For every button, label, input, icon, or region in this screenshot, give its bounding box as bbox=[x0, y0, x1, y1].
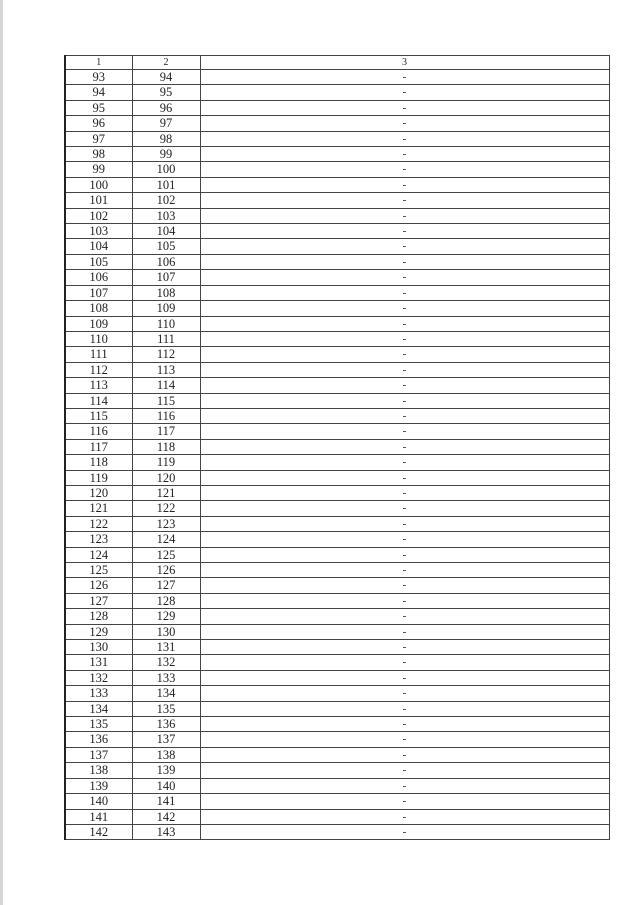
table-row bbox=[65, 809, 609, 824]
cell-col2: 97 bbox=[132, 116, 200, 131]
table-row bbox=[65, 624, 609, 639]
cell-col2: 113 bbox=[132, 362, 200, 377]
table-row bbox=[65, 239, 609, 254]
cell-col1: 115 bbox=[65, 408, 132, 423]
cell-col2: 142 bbox=[132, 809, 200, 824]
cell-col1: 126 bbox=[65, 578, 132, 593]
cell-col3: - bbox=[200, 485, 609, 500]
table-row bbox=[65, 717, 609, 732]
cell-col3: - bbox=[200, 655, 609, 670]
cell-col1: 130 bbox=[65, 640, 132, 655]
cell-col1: 107 bbox=[65, 285, 132, 300]
table-row bbox=[65, 732, 609, 747]
table-row bbox=[65, 516, 609, 531]
cell-col1: 104 bbox=[65, 239, 132, 254]
cell-col2: 94 bbox=[132, 70, 200, 85]
cell-col2: 137 bbox=[132, 732, 200, 747]
header-cell-col1: 1 bbox=[65, 56, 132, 70]
table-row bbox=[65, 670, 609, 685]
table-row bbox=[65, 424, 609, 439]
table-row bbox=[65, 162, 609, 177]
cell-col2: 129 bbox=[132, 609, 200, 624]
table-row bbox=[65, 794, 609, 809]
cell-col1: 116 bbox=[65, 424, 132, 439]
table-row bbox=[65, 532, 609, 547]
cell-col2: 123 bbox=[132, 516, 200, 531]
table-row bbox=[65, 655, 609, 670]
table-row bbox=[65, 177, 609, 192]
cell-col3: - bbox=[200, 547, 609, 562]
table-row bbox=[65, 100, 609, 115]
cell-col2: 122 bbox=[132, 501, 200, 516]
cell-col3: - bbox=[200, 778, 609, 793]
cell-col3: - bbox=[200, 747, 609, 762]
cell-col1: 106 bbox=[65, 270, 132, 285]
cell-col2: 132 bbox=[132, 655, 200, 670]
cell-col1: 108 bbox=[65, 301, 132, 316]
cell-col3: - bbox=[200, 301, 609, 316]
cell-col1: 128 bbox=[65, 609, 132, 624]
table-row bbox=[65, 285, 609, 300]
table-row bbox=[65, 270, 609, 285]
cell-col3: - bbox=[200, 147, 609, 162]
cell-col2: 130 bbox=[132, 624, 200, 639]
cell-col1: 122 bbox=[65, 516, 132, 531]
table-row bbox=[65, 763, 609, 778]
cell-col3: - bbox=[200, 439, 609, 454]
page-edge-shadow bbox=[0, 0, 3, 905]
header-row bbox=[65, 56, 609, 70]
cell-col2: 103 bbox=[132, 208, 200, 223]
cell-col3: - bbox=[200, 455, 609, 470]
table-row bbox=[65, 578, 609, 593]
cell-col2: 117 bbox=[132, 424, 200, 439]
table-row bbox=[65, 701, 609, 716]
cell-col1: 97 bbox=[65, 131, 132, 146]
cell-col2: 125 bbox=[132, 547, 200, 562]
cell-col3: - bbox=[200, 424, 609, 439]
table-row bbox=[65, 778, 609, 793]
cell-col2: 118 bbox=[132, 439, 200, 454]
cell-col3: - bbox=[200, 331, 609, 346]
cell-col1: 140 bbox=[65, 794, 132, 809]
cell-col2: 98 bbox=[132, 131, 200, 146]
cell-col3: - bbox=[200, 563, 609, 578]
cell-col1: 93 bbox=[65, 70, 132, 85]
cell-col1: 117 bbox=[65, 439, 132, 454]
cell-col2: 133 bbox=[132, 670, 200, 685]
table-row bbox=[65, 439, 609, 454]
cell-col3: - bbox=[200, 408, 609, 423]
cell-col2: 100 bbox=[132, 162, 200, 177]
cell-col3: - bbox=[200, 177, 609, 192]
cell-col1: 132 bbox=[65, 670, 132, 685]
cell-col2: 131 bbox=[132, 640, 200, 655]
cell-col2: 102 bbox=[132, 193, 200, 208]
cell-col2: 143 bbox=[132, 824, 200, 839]
cell-col1: 94 bbox=[65, 85, 132, 100]
cell-col2: 104 bbox=[132, 224, 200, 239]
cell-col2: 99 bbox=[132, 147, 200, 162]
table-row bbox=[65, 347, 609, 362]
cell-col1: 99 bbox=[65, 162, 132, 177]
cell-col2: 126 bbox=[132, 563, 200, 578]
table-row bbox=[65, 547, 609, 562]
cell-col3: - bbox=[200, 609, 609, 624]
cell-col1: 137 bbox=[65, 747, 132, 762]
cell-col3: - bbox=[200, 809, 609, 824]
cell-col1: 119 bbox=[65, 470, 132, 485]
cell-col1: 138 bbox=[65, 763, 132, 778]
table-row bbox=[65, 640, 609, 655]
document-table bbox=[64, 55, 610, 840]
table-row bbox=[65, 85, 609, 100]
table-row bbox=[65, 116, 609, 131]
cell-col3: - bbox=[200, 100, 609, 115]
cell-col3: - bbox=[200, 670, 609, 685]
table-row bbox=[65, 208, 609, 223]
cell-col1: 96 bbox=[65, 116, 132, 131]
table-row bbox=[65, 254, 609, 269]
cell-col3: - bbox=[200, 717, 609, 732]
cell-col2: 140 bbox=[132, 778, 200, 793]
cell-col2: 120 bbox=[132, 470, 200, 485]
cell-col2: 108 bbox=[132, 285, 200, 300]
cell-col1: 112 bbox=[65, 362, 132, 377]
cell-col2: 95 bbox=[132, 85, 200, 100]
cell-col2: 124 bbox=[132, 532, 200, 547]
cell-col1: 103 bbox=[65, 224, 132, 239]
cell-col2: 115 bbox=[132, 393, 200, 408]
cell-col3: - bbox=[200, 794, 609, 809]
cell-col3: - bbox=[200, 224, 609, 239]
cell-col1: 120 bbox=[65, 485, 132, 500]
cell-col1: 129 bbox=[65, 624, 132, 639]
cell-col1: 113 bbox=[65, 378, 132, 393]
cell-col3: - bbox=[200, 116, 609, 131]
cell-col1: 110 bbox=[65, 331, 132, 346]
cell-col2: 101 bbox=[132, 177, 200, 192]
cell-col1: 127 bbox=[65, 593, 132, 608]
cell-col2: 109 bbox=[132, 301, 200, 316]
cell-col2: 134 bbox=[132, 686, 200, 701]
table-row bbox=[65, 70, 609, 85]
cell-col1: 102 bbox=[65, 208, 132, 223]
table-row bbox=[65, 593, 609, 608]
table-row bbox=[65, 408, 609, 423]
table-row bbox=[65, 147, 609, 162]
table-row bbox=[65, 362, 609, 377]
cell-col3: - bbox=[200, 270, 609, 285]
cell-col2: 114 bbox=[132, 378, 200, 393]
cell-col2: 127 bbox=[132, 578, 200, 593]
cell-col2: 110 bbox=[132, 316, 200, 331]
table-row bbox=[65, 501, 609, 516]
cell-col2: 139 bbox=[132, 763, 200, 778]
table-row bbox=[65, 609, 609, 624]
cell-col2: 135 bbox=[132, 701, 200, 716]
cell-col3: - bbox=[200, 316, 609, 331]
cell-col1: 98 bbox=[65, 147, 132, 162]
cell-col3: - bbox=[200, 254, 609, 269]
cell-col3: - bbox=[200, 208, 609, 223]
cell-col1: 133 bbox=[65, 686, 132, 701]
cell-col3: - bbox=[200, 193, 609, 208]
cell-col1: 141 bbox=[65, 809, 132, 824]
cell-col2: 128 bbox=[132, 593, 200, 608]
cell-col3: - bbox=[200, 640, 609, 655]
table-row bbox=[65, 131, 609, 146]
cell-col2: 138 bbox=[132, 747, 200, 762]
cell-col1: 109 bbox=[65, 316, 132, 331]
cell-col2: 136 bbox=[132, 717, 200, 732]
table-row bbox=[65, 378, 609, 393]
cell-col3: - bbox=[200, 593, 609, 608]
cell-col3: - bbox=[200, 624, 609, 639]
cell-col1: 135 bbox=[65, 717, 132, 732]
cell-col3: - bbox=[200, 285, 609, 300]
table-body bbox=[65, 70, 609, 840]
cell-col2: 107 bbox=[132, 270, 200, 285]
table-row bbox=[65, 316, 609, 331]
cell-col3: - bbox=[200, 686, 609, 701]
header-cell-col3: 3 bbox=[200, 56, 609, 70]
cell-col1: 123 bbox=[65, 532, 132, 547]
cell-col3: - bbox=[200, 378, 609, 393]
cell-col3: - bbox=[200, 516, 609, 531]
cell-col2: 106 bbox=[132, 254, 200, 269]
cell-col2: 96 bbox=[132, 100, 200, 115]
table-row bbox=[65, 193, 609, 208]
table-row bbox=[65, 470, 609, 485]
cell-col3: - bbox=[200, 362, 609, 377]
cell-col3: - bbox=[200, 70, 609, 85]
cell-col1: 114 bbox=[65, 393, 132, 408]
cell-col1: 139 bbox=[65, 778, 132, 793]
cell-col1: 131 bbox=[65, 655, 132, 670]
cell-col3: - bbox=[200, 239, 609, 254]
table-row bbox=[65, 301, 609, 316]
cell-col3: - bbox=[200, 162, 609, 177]
table-row bbox=[65, 747, 609, 762]
cell-col3: - bbox=[200, 532, 609, 547]
table-row bbox=[65, 686, 609, 701]
cell-col3: - bbox=[200, 732, 609, 747]
cell-col2: 121 bbox=[132, 485, 200, 500]
cell-col1: 142 bbox=[65, 824, 132, 839]
cell-col1: 95 bbox=[65, 100, 132, 115]
cell-col3: - bbox=[200, 131, 609, 146]
cell-col1: 100 bbox=[65, 177, 132, 192]
cell-col2: 119 bbox=[132, 455, 200, 470]
cell-col1: 121 bbox=[65, 501, 132, 516]
cell-col2: 111 bbox=[132, 331, 200, 346]
table-row bbox=[65, 455, 609, 470]
cell-col3: - bbox=[200, 824, 609, 839]
cell-col3: - bbox=[200, 470, 609, 485]
cell-col3: - bbox=[200, 501, 609, 516]
header-cell-col2: 2 bbox=[132, 56, 200, 70]
table-row bbox=[65, 224, 609, 239]
cell-col3: - bbox=[200, 701, 609, 716]
cell-col1: 125 bbox=[65, 563, 132, 578]
cell-col1: 136 bbox=[65, 732, 132, 747]
table-row bbox=[65, 824, 609, 839]
cell-col2: 141 bbox=[132, 794, 200, 809]
cell-col1: 124 bbox=[65, 547, 132, 562]
cell-col3: - bbox=[200, 347, 609, 362]
cell-col3: - bbox=[200, 763, 609, 778]
cell-col1: 105 bbox=[65, 254, 132, 269]
cell-col1: 134 bbox=[65, 701, 132, 716]
cell-col1: 118 bbox=[65, 455, 132, 470]
cell-col1: 101 bbox=[65, 193, 132, 208]
table-row bbox=[65, 563, 609, 578]
cell-col2: 112 bbox=[132, 347, 200, 362]
cell-col3: - bbox=[200, 393, 609, 408]
table-row bbox=[65, 331, 609, 346]
cell-col2: 116 bbox=[132, 408, 200, 423]
cell-col3: - bbox=[200, 578, 609, 593]
cell-col2: 105 bbox=[132, 239, 200, 254]
table-row bbox=[65, 393, 609, 408]
table-row bbox=[65, 485, 609, 500]
document-table-container bbox=[64, 55, 608, 840]
cell-col1: 111 bbox=[65, 347, 132, 362]
cell-col3: - bbox=[200, 85, 609, 100]
